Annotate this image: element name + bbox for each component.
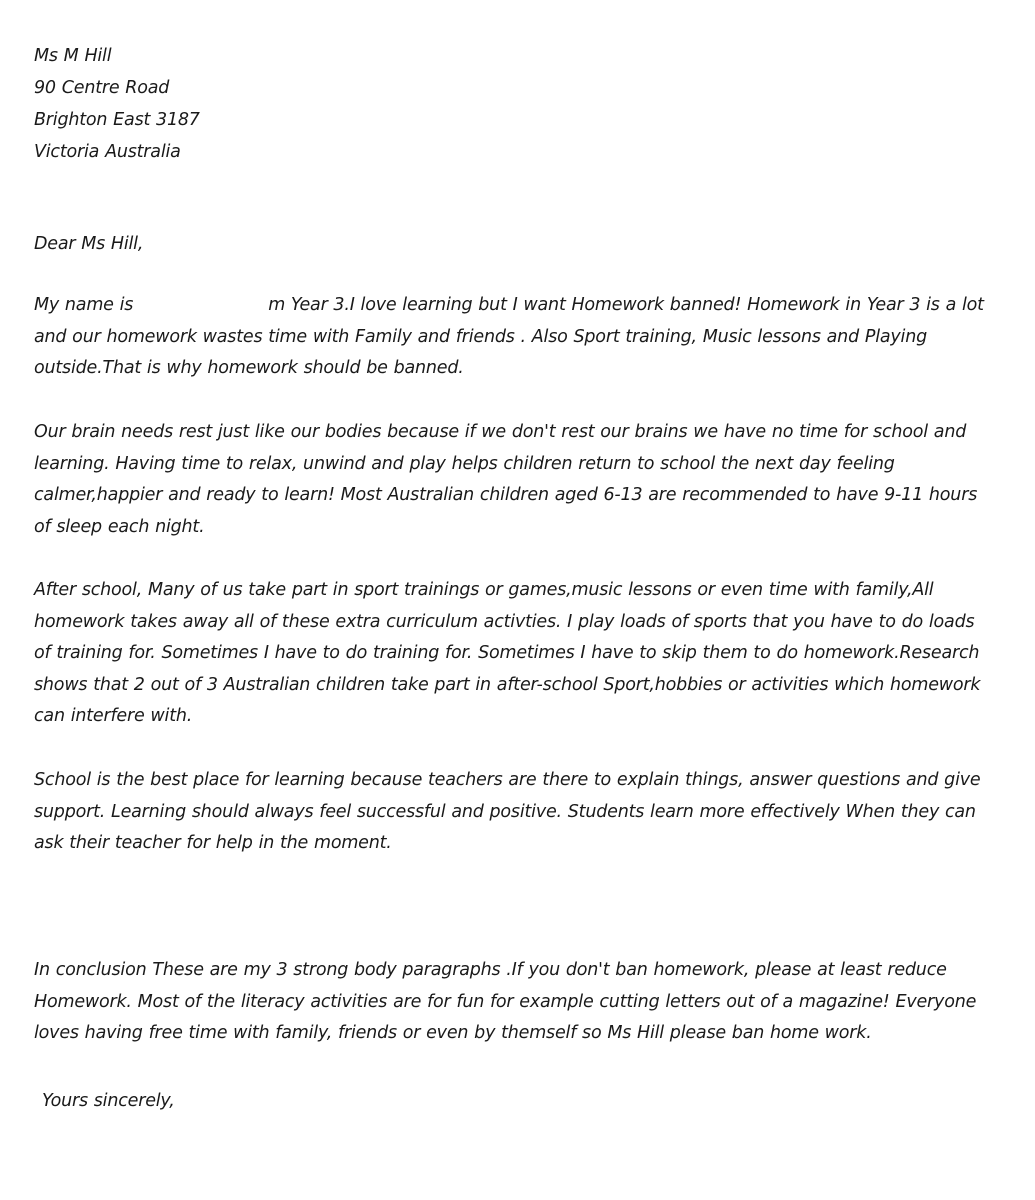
letter-body — [34, 40, 994, 1111]
closing: Yours sincerely, — [42, 1091, 175, 1111]
redacted-name-gap — [133, 300, 268, 310]
address-state-country: Victoria Australia — [34, 142, 181, 162]
intro-rest: m Year 3.I love learning but I want Homework banned! Homework in Year 3 is a lot and our homework wastes time with Family and friends . Also Sport training, Music lessons and Playing outside.That is why homework should be banned. — [34, 295, 984, 378]
address-street: 90 Centre Road — [34, 78, 170, 98]
address-suburb: Brighton East 3187 — [34, 110, 200, 130]
paragraph-school-learning: School is the best place for learning because teachers are there to explain things, answer questions and give support. Learning should always feel successful and positive. Students learn more effectively When they can ask their teacher for help in the moment. — [34, 770, 981, 853]
recipient-address — [34, 40, 994, 168]
paragraph-rest: Our brain needs rest just like our bodies because if we don't rest our brains we have no time for school and learning. Having time to relax, unwind and play helps children return to school the next day feeling calmer,happier and ready to learn! Most Australian children aged 6-13 are recommended to have 9-11 hours of sleep each night. — [34, 422, 978, 537]
salutation: Dear Ms Hill, — [34, 234, 144, 254]
intro-start: My name is — [34, 295, 134, 315]
paragraph-conclusion: In conclusion These are my 3 strong body paragraphs .If you don't ban homework, please at least reduce Homework. Most of the literacy activities are for fun for example cutting letters out of a magazine! Everyone loves having free time with family, friends or even by themself so Ms Hill please ban home work. — [34, 960, 977, 1043]
paragraph-intro — [34, 290, 994, 385]
paragraph-after-school: After school, Many of us take part in sport trainings or games,music lessons or even time with family,All homework takes away all of these extra curriculum activties. I play loads of sports that you have to do loads of training for. Sometimes I have to do training for. Sometimes I have to skip them to do homework.Research shows that 2 out of 3 Australian children take part in after-school Sport,hobbies or activities which homework can interfere with. — [34, 580, 981, 726]
address-name: Ms M Hill — [34, 46, 112, 66]
